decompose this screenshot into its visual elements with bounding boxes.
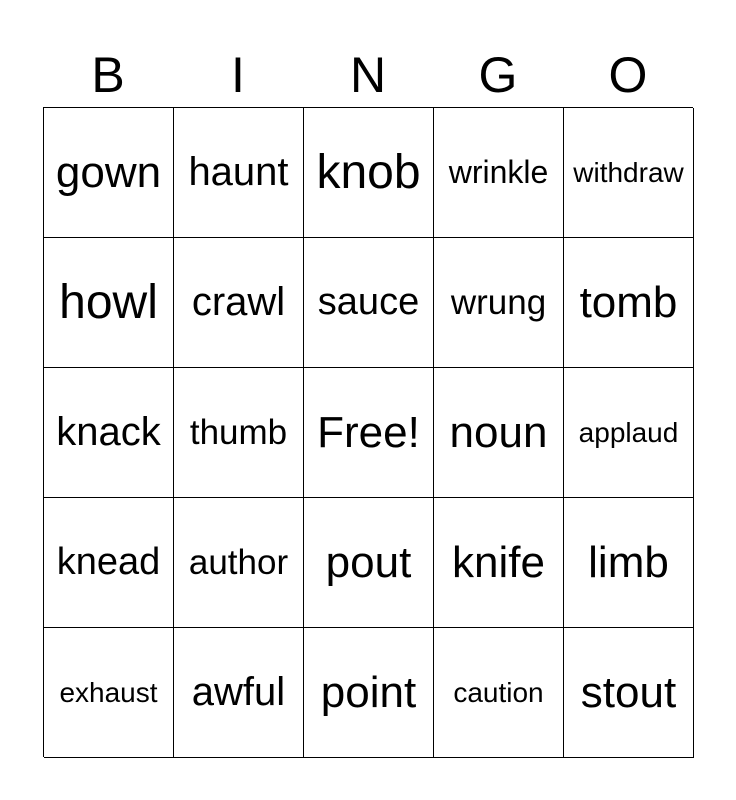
bingo-cell[interactable]: stout xyxy=(564,628,694,758)
bingo-cell[interactable]: noun xyxy=(434,368,564,498)
bingo-cell[interactable]: withdraw xyxy=(564,108,694,238)
bingo-cell[interactable]: sauce xyxy=(304,238,434,368)
bingo-cell[interactable]: exhaust xyxy=(44,628,174,758)
header-letter-g: G xyxy=(478,47,518,103)
bingo-cell[interactable]: tomb xyxy=(564,238,694,368)
bingo-cell[interactable]: applaud xyxy=(564,368,694,498)
header-letter-o: O xyxy=(608,47,648,103)
bingo-cell[interactable]: point xyxy=(304,628,434,758)
bingo-cell[interactable]: wrung xyxy=(434,238,564,368)
header-letter-b: B xyxy=(91,47,125,103)
bingo-cell[interactable]: limb xyxy=(564,498,694,628)
bingo-header xyxy=(43,44,693,106)
bingo-cell[interactable]: gown xyxy=(44,108,174,238)
bingo-cell[interactable]: knack xyxy=(44,368,174,498)
bingo-cell[interactable]: wrinkle xyxy=(434,108,564,238)
bingo-cell[interactable]: pout xyxy=(304,498,434,628)
bingo-cell[interactable]: haunt xyxy=(174,108,304,238)
header-letter-n: N xyxy=(349,47,387,103)
bingo-cell[interactable]: knife xyxy=(434,498,564,628)
bingo-grid xyxy=(43,107,693,757)
bingo-cell[interactable]: awful xyxy=(174,628,304,758)
bingo-cell[interactable]: crawl xyxy=(174,238,304,368)
bingo-cell[interactable]: author xyxy=(174,498,304,628)
free-space-cell[interactable]: Free! xyxy=(304,368,434,498)
header-letter-i: I xyxy=(231,47,245,103)
bingo-cell[interactable]: knead xyxy=(44,498,174,628)
bingo-cell[interactable]: thumb xyxy=(174,368,304,498)
bingo-cell[interactable]: caution xyxy=(434,628,564,758)
bingo-cell[interactable]: howl xyxy=(44,238,174,368)
bingo-cell[interactable]: knob xyxy=(304,108,434,238)
